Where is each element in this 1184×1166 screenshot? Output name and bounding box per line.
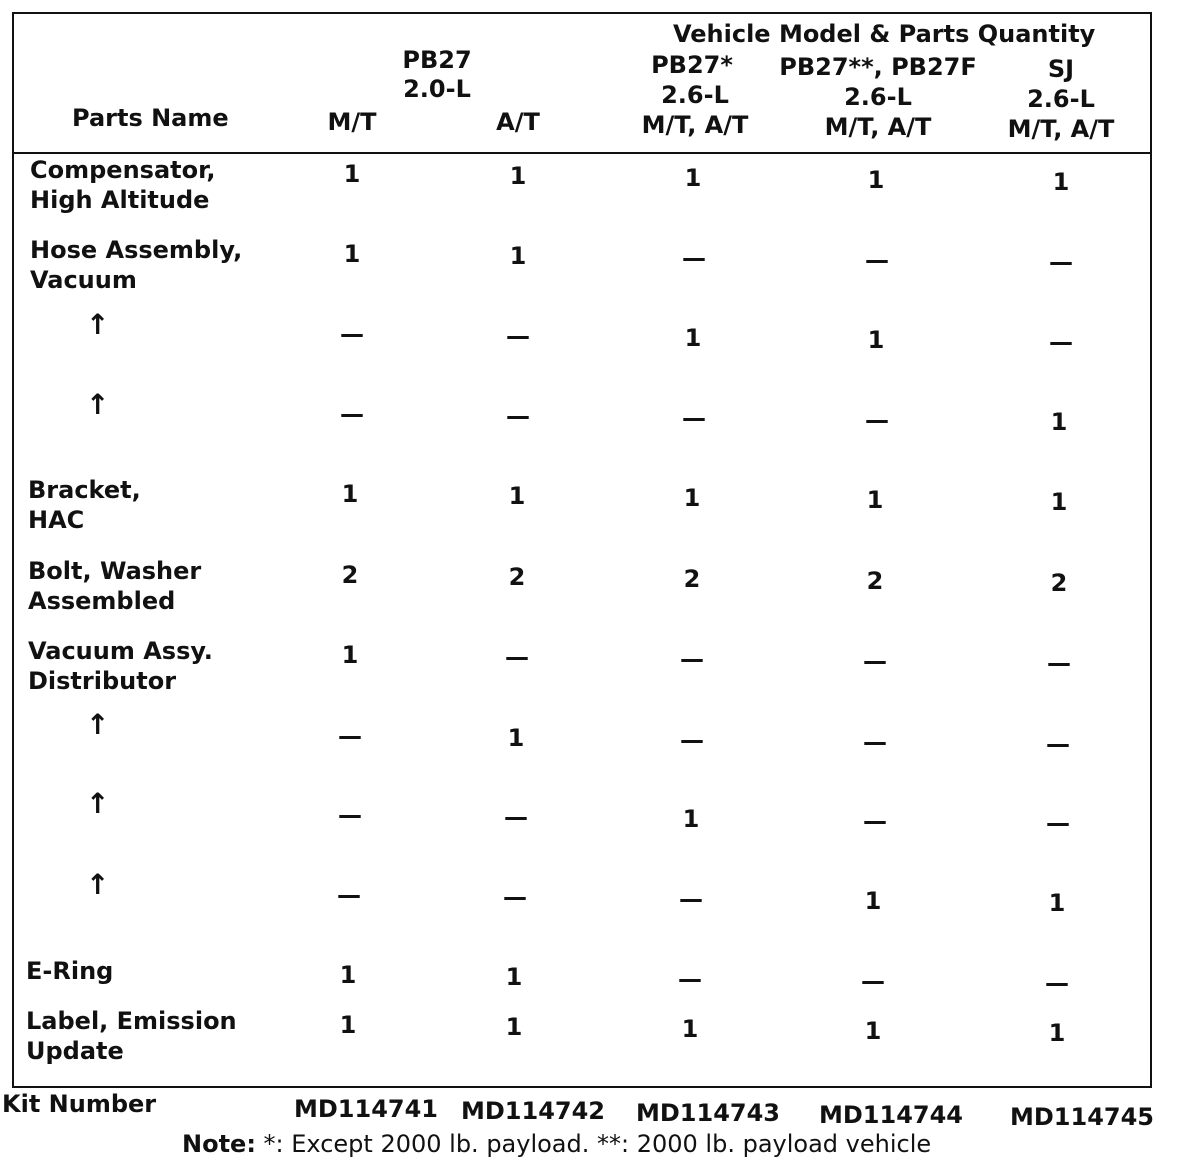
part-name-line1: Bracket,: [28, 476, 141, 504]
part-name-line1: E-Ring: [26, 957, 114, 985]
kit-number: MD114743: [636, 1099, 780, 1127]
footnote: [182, 1130, 931, 1158]
qty-cell: 1: [1048, 889, 1066, 917]
qty-cell: —: [338, 801, 362, 829]
ditto-arrow-icon: ↑: [86, 308, 110, 341]
qty-cell: —: [861, 967, 885, 995]
qty-cell: —: [503, 883, 527, 911]
ditto-arrow-icon: ↑: [86, 388, 110, 421]
qty-cell: —: [863, 647, 887, 675]
qty-cell: 1: [341, 480, 359, 508]
qty-cell: 2: [866, 567, 884, 595]
qty-cell: 1: [341, 641, 359, 669]
qty-cell: 2: [508, 563, 526, 591]
qty-cell: 1: [505, 963, 523, 991]
qty-cell: 1: [684, 164, 702, 192]
part-name-line1: Vacuum Assy.: [28, 637, 213, 665]
ditto-arrow-icon: ↑: [86, 868, 110, 901]
qty-cell: 1: [864, 887, 882, 915]
header-col5-trans: M/T, A/T: [1007, 115, 1115, 143]
qty-cell: —: [1047, 649, 1071, 677]
header-col5-model: SJ: [1047, 55, 1075, 83]
qty-cell: —: [1046, 809, 1070, 837]
qty-cell: —: [1046, 730, 1070, 758]
header-divider: [12, 152, 1152, 154]
qty-cell: 1: [339, 1011, 357, 1039]
header-title: Vehicle Model & Parts Quantity: [673, 20, 1096, 48]
footnote-text: *: Except 2000 lb. payload. **: 2000 lb. payload vehicle: [255, 1130, 932, 1158]
qty-cell: —: [504, 803, 528, 831]
part-name-line2: HAC: [28, 506, 85, 534]
qty-cell: 1: [684, 324, 702, 352]
qty-cell: 1: [505, 1013, 523, 1041]
qty-cell: 2: [1050, 569, 1068, 597]
kit-number-label: Kit Number: [2, 1090, 157, 1118]
kit-number: MD114742: [461, 1097, 605, 1125]
qty-cell: —: [1049, 248, 1073, 276]
qty-cell: 1: [867, 326, 885, 354]
qty-cell: —: [865, 406, 889, 434]
part-name-line2: High Altitude: [30, 186, 210, 214]
qty-cell: 1: [509, 162, 527, 190]
qty-cell: —: [340, 400, 364, 428]
qty-cell: —: [506, 402, 530, 430]
qty-cell: 2: [683, 565, 701, 593]
header-pb27-engine: 2.0-L: [403, 75, 471, 103]
ditto-arrow-icon: ↑: [86, 787, 110, 820]
qty-cell: 1: [866, 486, 884, 514]
part-name-line1: Hose Assembly,: [30, 236, 243, 264]
qty-cell: 1: [683, 484, 701, 512]
header-col4-model: PB27**, PB27F: [779, 53, 977, 81]
part-name-line1: Compensator,: [30, 156, 216, 184]
qty-cell: 1: [507, 724, 525, 752]
qty-cell: —: [682, 404, 706, 432]
qty-cell: —: [505, 643, 529, 671]
header-col4-engine: 2.6-L: [844, 83, 912, 111]
qty-cell: 1: [682, 805, 700, 833]
qty-cell: 1: [864, 1017, 882, 1045]
qty-cell: —: [865, 246, 889, 274]
header-col5-engine: 2.6-L: [1027, 85, 1095, 113]
qty-cell: 1: [1048, 1019, 1066, 1047]
header-col4-trans: M/T, A/T: [824, 113, 932, 141]
qty-cell: 2: [341, 561, 359, 589]
header-pb27: PB27: [402, 46, 472, 74]
qty-cell: 1: [681, 1015, 699, 1043]
part-name-line2: Distributor: [28, 667, 177, 695]
kit-number: MD114744: [819, 1101, 963, 1129]
part-name-line1: Bolt, Washer: [28, 557, 202, 585]
header-col-mt: M/T: [327, 108, 377, 136]
qty-cell: —: [863, 807, 887, 835]
qty-cell: —: [1049, 328, 1073, 356]
header-parts-name: Parts Name: [72, 104, 229, 132]
qty-cell: —: [682, 244, 706, 272]
qty-cell: —: [337, 881, 361, 909]
kit-number: MD114745: [1010, 1103, 1154, 1131]
qty-cell: —: [1045, 969, 1069, 997]
qty-cell: 1: [1050, 488, 1068, 516]
qty-cell: 1: [343, 240, 361, 268]
header-col3-engine: 2.6-L: [661, 81, 729, 109]
qty-cell: 1: [1050, 408, 1068, 436]
header-col3-model: PB27*: [651, 51, 733, 79]
qty-cell: —: [506, 322, 530, 350]
qty-cell: —: [678, 965, 702, 993]
qty-cell: —: [680, 645, 704, 673]
header-col-at: A/T: [496, 108, 540, 136]
ditto-arrow-icon: ↑: [86, 708, 110, 741]
footnote-label: Note:: [182, 1130, 256, 1158]
qty-cell: —: [340, 320, 364, 348]
qty-cell: 1: [343, 160, 361, 188]
qty-cell: 1: [509, 242, 527, 270]
qty-cell: 1: [1052, 168, 1070, 196]
qty-cell: 1: [508, 482, 526, 510]
qty-cell: —: [338, 722, 362, 750]
qty-cell: 1: [339, 961, 357, 989]
qty-cell: —: [679, 885, 703, 913]
qty-cell: —: [863, 728, 887, 756]
part-name-line2: Update: [26, 1037, 124, 1065]
kit-number: MD114741: [294, 1095, 438, 1123]
part-name-line2: Vacuum: [30, 266, 137, 294]
header-col3-trans: M/T, A/T: [641, 111, 749, 139]
qty-cell: 1: [867, 166, 885, 194]
part-name-line2: Assembled: [28, 587, 176, 615]
qty-cell: —: [680, 726, 704, 754]
part-name-line1: Label, Emission: [26, 1007, 237, 1035]
